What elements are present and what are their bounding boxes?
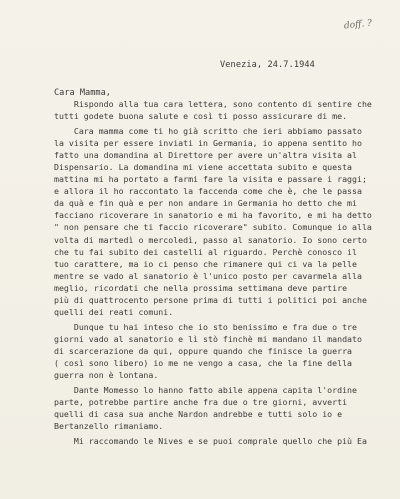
letter-line: Dispensario. La domandina mi viene accettata subito e questa: [54, 162, 353, 173]
letter-line: Mi raccomando le Nives e se puoi comprale quello che più Ea: [54, 436, 367, 447]
letter-line: volta di martedì o mercoledì, passo al sanatorio. Io sono certo: [54, 234, 367, 245]
letter-body: [54, 98, 374, 447]
letter-line: Dunque tu hai inteso che io sto benissimo e fra due o tre: [54, 321, 357, 332]
letter-line: quelli dei reati comuni.: [54, 306, 174, 317]
letter-line: fatto una domandina al Direttore per avere un'altra visita al: [54, 150, 357, 161]
letter-line: guerra non è lontana.: [54, 370, 159, 381]
letter-line: quelli di casa sua anche Nardon andrebbe e tutti solo io e: [54, 409, 343, 420]
letter-paragraph: [54, 125, 374, 318]
letter-line: giorni vado al sanatorio e lì stò finchè mi mandano il mandato: [54, 333, 362, 344]
letter-line: Bertanzello rimaniamo.: [54, 421, 164, 432]
letter-line: facciano ricoverare in sanatorio e mi ha favorito, e mi ha detto: [54, 210, 372, 221]
letter-line: da quà e fin quà e per non andare in Germania ho detto che mi: [54, 198, 357, 209]
letter-line: Rispondo alla tua cara lettera, sono contento di sentire che: [54, 99, 372, 109]
letter-line: che tu fai subito dei castelli al riguardo. Perchè conosco il: [54, 246, 357, 257]
letter-line: mattina mi ha portato a farmi fare la visita e passare i raggi;: [54, 174, 367, 185]
letter-line: " non pensare che ti faccio ricoverare" subito. Comunque io alla: [54, 222, 372, 233]
letter-paragraph: [54, 98, 374, 122]
letter-salutation: Cara Mamma,: [54, 88, 111, 98]
letter-line: Dante Momesso lo hanno fatto abile appena capita l'ordine: [54, 385, 357, 396]
letter-line: di scarcerazione da qui, oppure quando che finisce la guerra: [54, 345, 353, 356]
letter-line: più di quattrocento persone prima di tutti i politici poi anche: [54, 294, 367, 305]
letter-line: meglio, ricordati che nella prossima settimana deve partire: [54, 282, 348, 293]
letter-line: tutti godete buona salute e così ti posso assicurare di me.: [54, 111, 348, 122]
letter-line: tuo carattere, ma io ci penso che rimanere qui ci va la pelle: [54, 258, 357, 269]
handwritten-note: doff. ?: [343, 18, 373, 32]
letter-line: la visita per essere inviati in Germania, io appena sentito ho: [54, 138, 362, 149]
letter-line: Cara mamma come ti ho già scritto che ieri abbiamo passato: [54, 126, 362, 137]
letter-paragraph: [54, 384, 374, 432]
letter-line: mentre se vado al sanatorio è l'unico posto per cavarmela alla: [54, 270, 362, 281]
letter-paragraph: [54, 435, 374, 447]
letter-line: e allora il ho raccontato la faccenda come che è, che le passa: [54, 186, 362, 197]
letter-line: ( così sono libero) io me ne vengo a casa, che la fine della: [54, 357, 353, 368]
letter-date: Venezia, 24.7.1944: [220, 60, 315, 70]
letter-paragraph: [54, 321, 374, 381]
letter-line: parte, potrebbe partire anche fra due o tre giorni, avverti: [54, 397, 348, 408]
